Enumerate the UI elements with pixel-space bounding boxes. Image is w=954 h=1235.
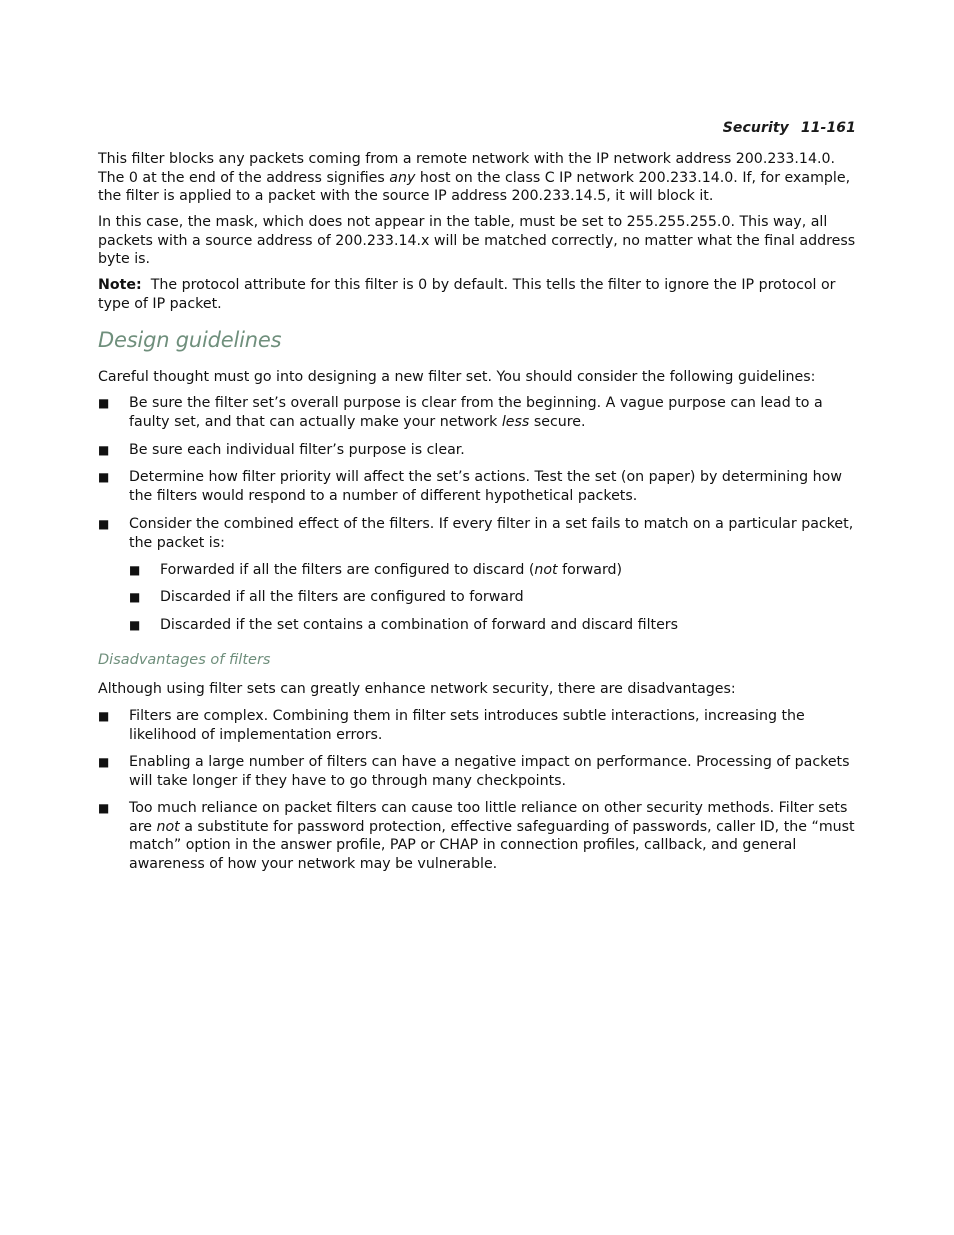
bullet-square-icon: ■ <box>129 618 141 632</box>
heading-disadvantages: Disadvantages of filters <box>98 652 271 668</box>
sub-list-item-text: Discarded if all the filters are configured to forward <box>160 589 524 605</box>
emphasis-text: not <box>534 562 558 578</box>
header-section-title: Security <box>722 120 789 136</box>
list-item <box>98 441 856 460</box>
emphasis-text: any <box>389 169 416 186</box>
sub-list-item <box>98 561 856 580</box>
header-page-number: 11-161 <box>800 120 856 136</box>
bullet-square-icon: ■ <box>129 563 141 577</box>
list-item-text: Determine how filter priority will affect the set’s actions. Test the set (on paper) by determining how the filters would respond to a number of different hypothetical packets. <box>129 469 842 504</box>
note-label: Note: <box>98 277 142 293</box>
bullet-square-icon: ■ <box>129 590 141 604</box>
list-item <box>98 753 856 790</box>
design-intro: Careful thought must go into designing a new filter set. You should consider the following guidelines: <box>98 369 816 385</box>
bullet-square-icon: ■ <box>98 443 110 457</box>
list-item-text <box>129 799 856 873</box>
list-item-text: Enabling a large number of filters can have a negative impact on performance. Processing of packets will take longer if they have to go through many checkpoints. <box>129 754 850 789</box>
bullet-square-icon: ■ <box>98 755 110 769</box>
text-run: Too much reliance on packet filters can cause too little reliance on other security methods. Filter sets are <box>129 800 848 835</box>
list-item <box>98 515 856 552</box>
list-item <box>98 707 856 744</box>
sub-list-item-text: Discarded if the set contains a combination of forward and discard filters <box>160 617 679 633</box>
disadvantages-intro: Although using filter sets can greatly enhance network security, there are disadvantages: <box>98 681 736 697</box>
emphasis-text: not <box>156 818 180 835</box>
paragraph-mask-explanation: In this case, the mask, which does not appear in the table, must be set to 255.255.255.0. This way, all packets with a source address of 200.233.14.x will be matched correctly, no matter what the final address byte is. <box>98 214 856 267</box>
text-run: secure. <box>529 413 586 430</box>
text-run: forward) <box>557 562 623 578</box>
list-item-text: Be sure each individual filter’s purpose is clear. <box>129 442 465 458</box>
list-item <box>98 394 856 431</box>
text-run: a substitute for password protection, effective safeguarding of passwords, caller ID, the “must match” option in the answer profile, PAP or CHAP in connection profiles, callback, and general awareness of how your network may be vulnerable. <box>129 818 855 872</box>
bullet-square-icon: ■ <box>98 801 110 815</box>
heading-design-guidelines: Design guidelines <box>98 328 282 352</box>
note-text: The protocol attribute for this filter is 0 by default. This tells the filter to ignore the IP protocol or type of IP packet. <box>98 277 836 312</box>
sub-list-item <box>98 588 856 607</box>
list-item-text: Consider the combined effect of the filters. If every filter in a set fails to match on a particular packet, the packet is: <box>129 516 854 551</box>
emphasis-text: less <box>501 413 530 430</box>
list-item-text <box>129 394 856 431</box>
bullet-square-icon: ■ <box>98 396 110 410</box>
bullet-square-icon: ■ <box>98 517 110 531</box>
text-run: This filter blocks any packets coming from a remote network with the IP network address 200.233.14.0. The 0 at the end of the address signifies <box>98 151 836 186</box>
text-run: Forwarded if all the filters are configured to discard ( <box>160 562 535 578</box>
paragraph-filter-explanation <box>98 150 856 206</box>
list-item <box>98 468 856 505</box>
sub-list-item <box>98 616 856 635</box>
bullet-square-icon: ■ <box>98 470 110 484</box>
bullet-square-icon: ■ <box>98 709 110 723</box>
note-paragraph <box>98 276 856 313</box>
list-item <box>98 799 856 873</box>
running-header <box>723 120 856 136</box>
text-run: Be sure the filter set’s overall purpose is clear from the beginning. A vague purpose can lead to a faulty set, and that can actually make your network <box>129 395 823 430</box>
text-run: host on the class C IP network 200.233.14.0. If, for example, the filter is applied to a packet with the source IP address 200.233.14.5, it will block it. <box>98 169 851 204</box>
sub-list-item-text <box>160 561 856 580</box>
list-item-text: Filters are complex. Combining them in filter sets introduces subtle interactions, increasing the likelihood of implementation errors. <box>129 708 805 743</box>
